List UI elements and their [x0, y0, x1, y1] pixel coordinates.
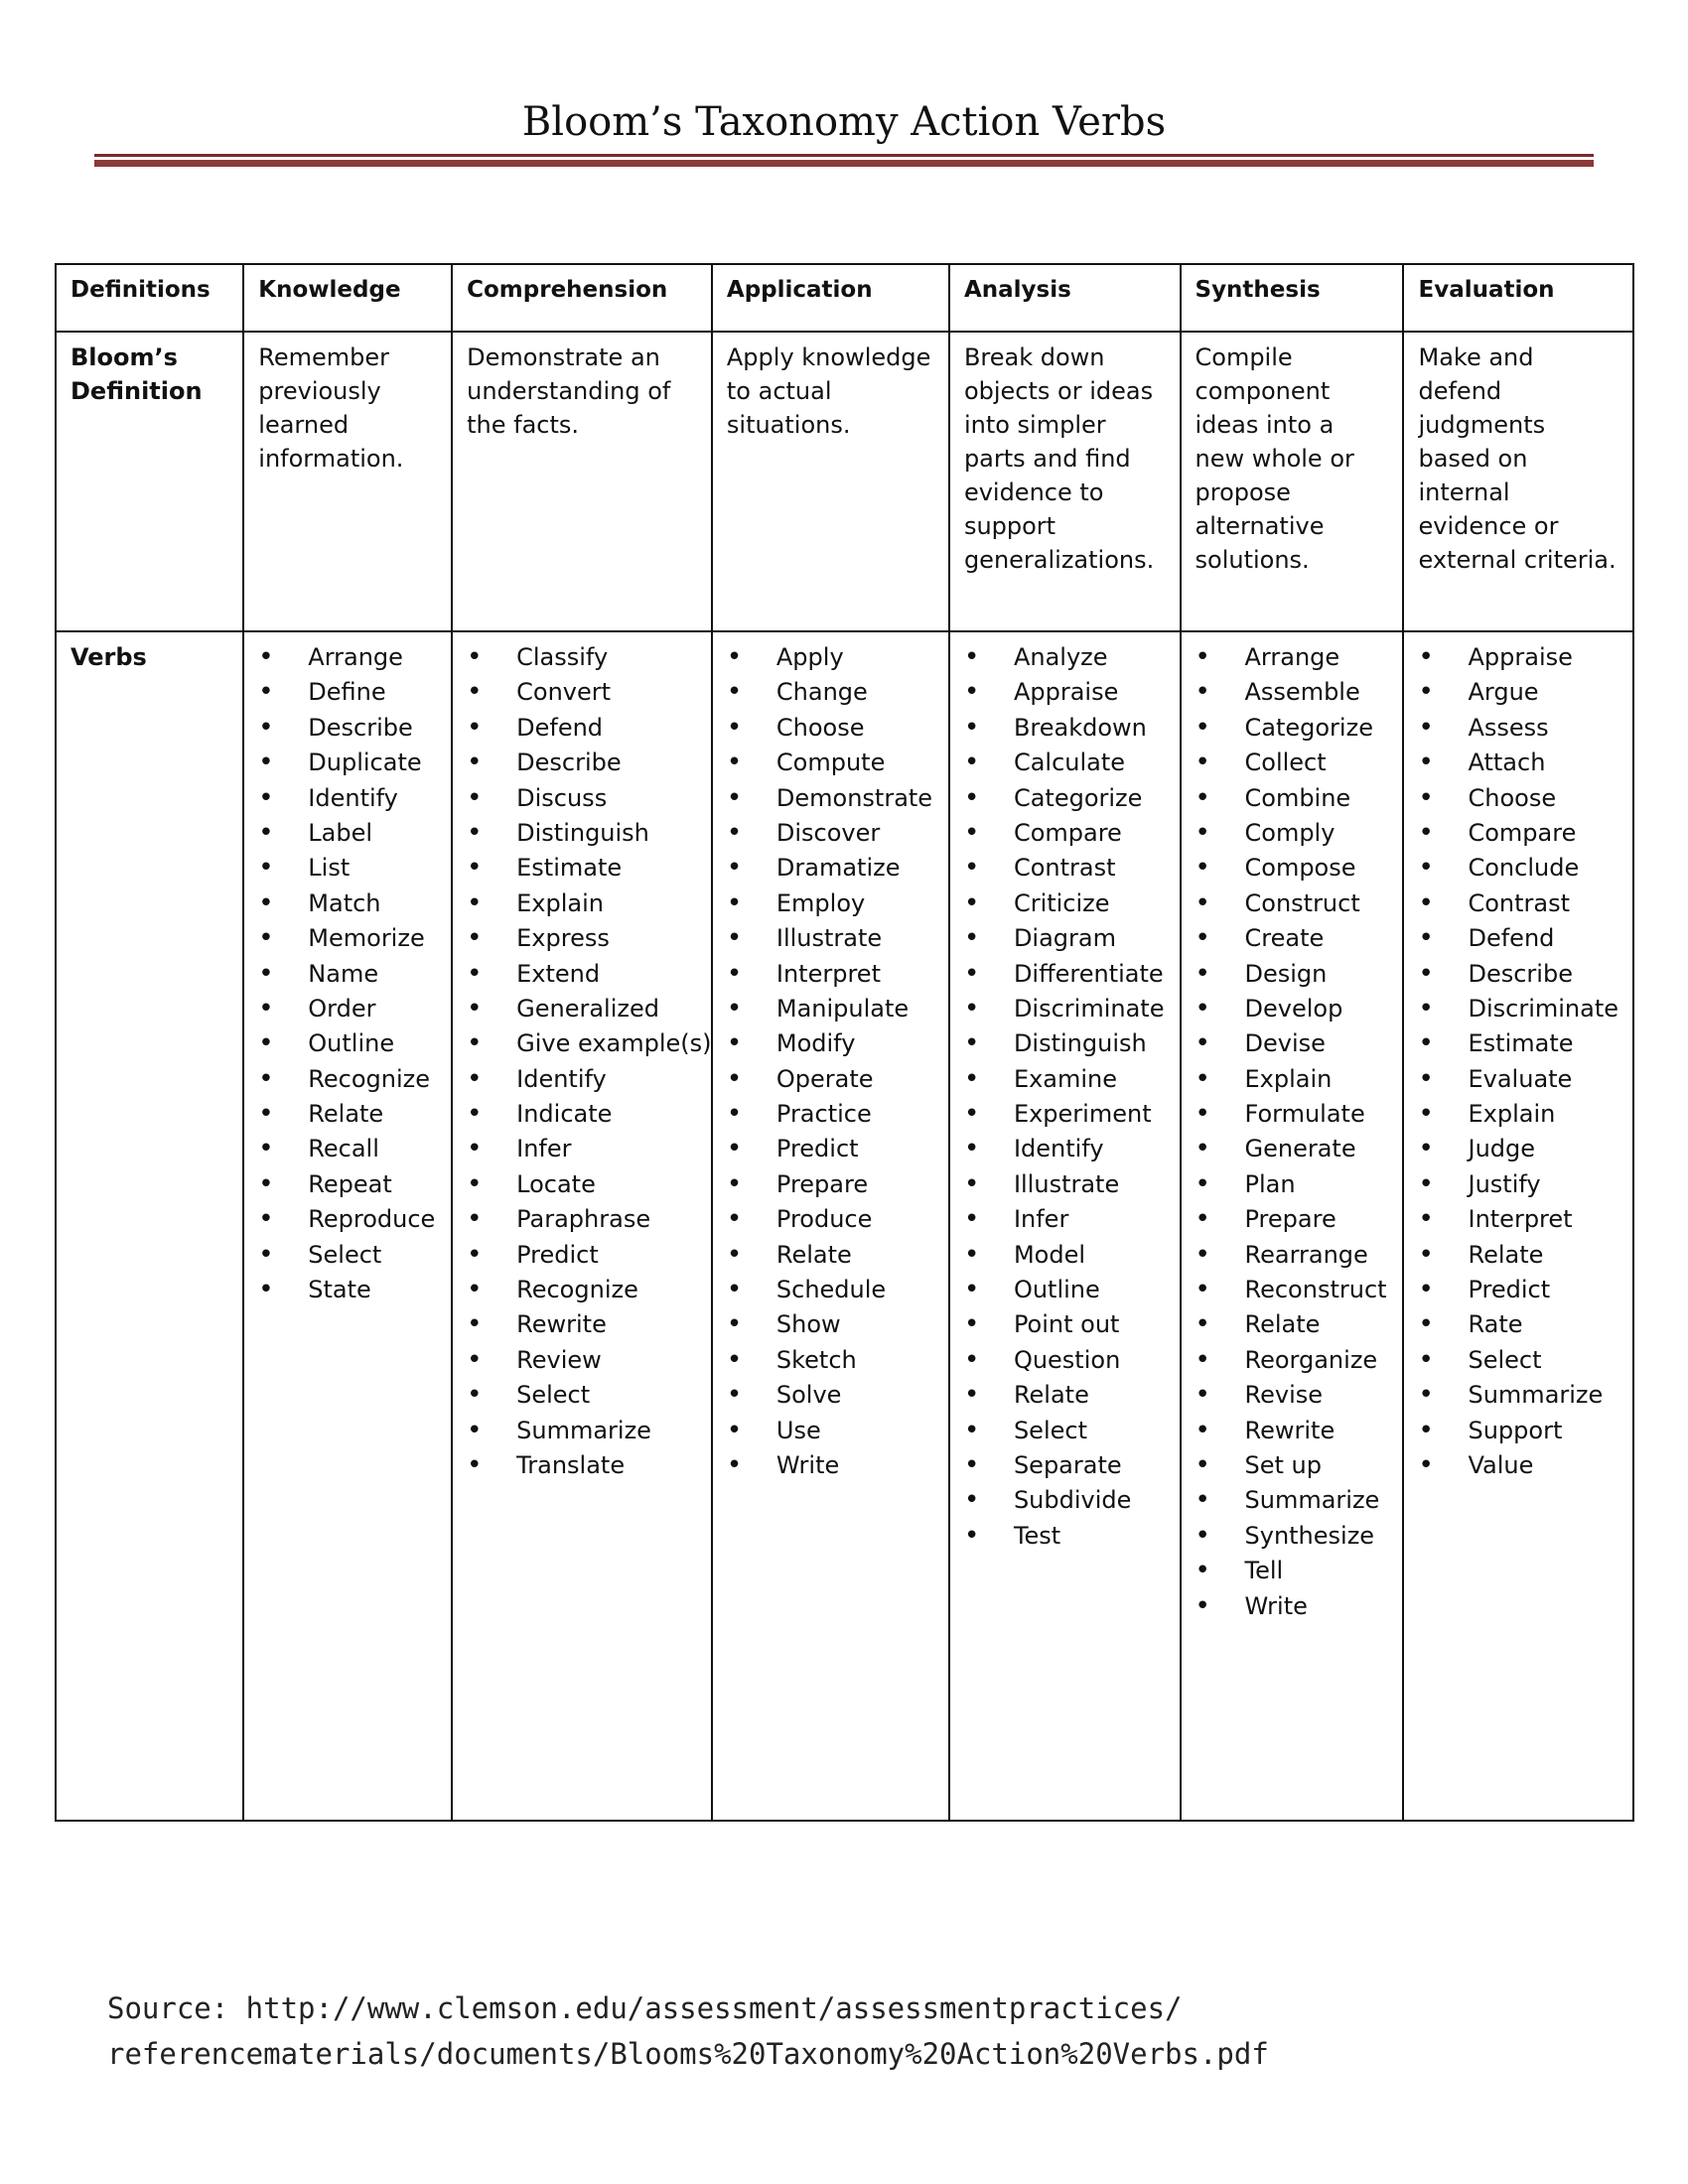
verb-list [1418, 640, 1618, 1483]
verb-item: • Extend [467, 957, 697, 992]
verb-item: • Evaluate [1418, 1062, 1618, 1097]
verb-item: • Duplicate [258, 746, 437, 780]
verb-item: • Categorize [1196, 711, 1389, 746]
verb-item: • Assess [1418, 711, 1618, 746]
verb-item: • Practice [727, 1097, 934, 1132]
verb-item: • Predict [1418, 1273, 1618, 1307]
verb-item: • Explain [467, 887, 697, 921]
title-divider-thin [94, 154, 1594, 157]
verb-list [964, 640, 1166, 1554]
verb-item: • Name [258, 957, 437, 992]
verb-item: • Relate [964, 1378, 1166, 1413]
verb-item: • Describe [1418, 957, 1618, 992]
verbs-row [56, 631, 1633, 1821]
verb-item: • Revise [1196, 1378, 1389, 1413]
header-cell: Definitions [56, 264, 243, 332]
verb-item: • Change [727, 675, 934, 710]
verb-item: • Design [1196, 957, 1389, 992]
verb-item: • Develop [1196, 992, 1389, 1026]
verb-item: • Diagram [964, 921, 1166, 956]
header-cell: Evaluation [1403, 264, 1633, 332]
verb-item: • Relate [258, 1097, 437, 1132]
verb-item: • Match [258, 887, 437, 921]
verb-item: • Plan [1196, 1167, 1389, 1202]
verb-item: • Appraise [1418, 640, 1618, 675]
verb-item: • Paraphrase [467, 1202, 697, 1237]
verb-item: • Criticize [964, 887, 1166, 921]
verb-item: • Illustrate [727, 921, 934, 956]
verb-item: • Compare [1418, 816, 1618, 851]
verb-item: • Demonstrate [727, 781, 934, 816]
verb-item: • Interpret [1418, 1202, 1618, 1237]
verb-item: • Relate [1196, 1307, 1389, 1342]
verb-item: • Dramatize [727, 851, 934, 886]
verbs-cell [1181, 631, 1404, 1821]
verb-item: • Defend [467, 711, 697, 746]
verb-item: • Generate [1196, 1132, 1389, 1166]
verb-item: • Devise [1196, 1026, 1389, 1061]
verb-item: • Contrast [964, 851, 1166, 886]
verb-item: • Synthesize [1196, 1519, 1389, 1554]
verbs-cell [243, 631, 452, 1821]
verb-item: • Discover [727, 816, 934, 851]
source-line: Source: http://www.clemson.edu/assessment/assessmentpractices/ [107, 1991, 1183, 2025]
verb-item: • Operate [727, 1062, 934, 1097]
verb-item: • Discriminate [1418, 992, 1618, 1026]
verb-item: • Appraise [964, 675, 1166, 710]
verb-item: • State [258, 1273, 437, 1307]
verb-item: • Create [1196, 921, 1389, 956]
verb-item: • Predict [727, 1132, 934, 1166]
verb-item: • Prepare [1196, 1202, 1389, 1237]
verb-item: • Construct [1196, 887, 1389, 921]
verb-item: • Discriminate [964, 992, 1166, 1026]
verb-item: • Categorize [964, 781, 1166, 816]
verb-item: • Label [258, 816, 437, 851]
verb-item: • Repeat [258, 1167, 437, 1202]
header-row [56, 264, 1633, 332]
verb-item: • Estimate [467, 851, 697, 886]
verb-item: • Select [964, 1414, 1166, 1448]
verb-item: • Give example(s) [467, 1026, 697, 1061]
verb-item: • Recognize [258, 1062, 437, 1097]
verb-item: • Summarize [467, 1414, 697, 1448]
verb-item: • Manipulate [727, 992, 934, 1026]
verb-list [258, 640, 437, 1307]
verb-item: • Support [1418, 1414, 1618, 1448]
verb-item: • Analyze [964, 640, 1166, 675]
verb-item: • Summarize [1196, 1483, 1389, 1518]
verb-item: • Breakdown [964, 711, 1166, 746]
verb-item: • Describe [258, 711, 437, 746]
verb-list [467, 640, 712, 1483]
title-divider-thick [94, 160, 1594, 167]
verb-item: • Order [258, 992, 437, 1026]
verb-item: • Collect [1196, 746, 1389, 780]
verb-item: • Identify [964, 1132, 1166, 1166]
verb-item: • Defend [1418, 921, 1618, 956]
verb-item: • Relate [1418, 1238, 1618, 1273]
verb-item: • Infer [467, 1132, 697, 1166]
verbs-cell [452, 631, 712, 1821]
verb-item: • Recall [258, 1132, 437, 1166]
verb-item: • Define [258, 675, 437, 710]
verb-item: • Apply [727, 640, 934, 675]
definition-row-label: Bloom’s Definition [56, 332, 243, 631]
verb-item: • Subdivide [964, 1483, 1166, 1518]
verbs-cell [949, 631, 1181, 1821]
verb-item: • Produce [727, 1202, 934, 1237]
verb-item: • Model [964, 1238, 1166, 1273]
verb-item: • Select [258, 1238, 437, 1273]
verb-item: • Rearrange [1196, 1238, 1389, 1273]
definition-cell: Demonstrate an understanding of the facts. [452, 332, 712, 631]
verb-item: • Explain [1418, 1097, 1618, 1132]
verb-item: • Compare [964, 816, 1166, 851]
verb-item: • Reconstruct [1196, 1273, 1389, 1307]
definition-cell: Compile component ideas into a new whole or propose alternative solutions. [1181, 332, 1404, 631]
verb-item: • Outline [258, 1026, 437, 1061]
verb-item: • Convert [467, 675, 697, 710]
verb-item: • Show [727, 1307, 934, 1342]
verb-item: • Translate [467, 1448, 697, 1483]
verb-list [1196, 640, 1389, 1624]
definition-row [56, 332, 1633, 631]
verb-item: • Choose [727, 711, 934, 746]
verb-item: • Conclude [1418, 851, 1618, 886]
verb-item: • Memorize [258, 921, 437, 956]
source-citation [107, 1985, 1269, 2077]
verb-item: • Test [964, 1519, 1166, 1554]
verb-item: • Illustrate [964, 1167, 1166, 1202]
verb-item: • Recognize [467, 1273, 697, 1307]
verb-item: • Generalized [467, 992, 697, 1026]
verb-item: • Infer [964, 1202, 1166, 1237]
verb-item: • Value [1418, 1448, 1618, 1483]
verb-item: • Solve [727, 1378, 934, 1413]
verb-item: • Contrast [1418, 887, 1618, 921]
verb-item: • Comply [1196, 816, 1389, 851]
verb-item: • Distinguish [964, 1026, 1166, 1061]
verb-item: • Formulate [1196, 1097, 1389, 1132]
verb-item: • Distinguish [467, 816, 697, 851]
verb-item: • Rewrite [467, 1307, 697, 1342]
verb-item: • Compute [727, 746, 934, 780]
verbs-cell [712, 631, 949, 1821]
verb-item: • Prepare [727, 1167, 934, 1202]
verb-item: • Differentiate [964, 957, 1166, 992]
verb-item: • Schedule [727, 1273, 934, 1307]
verb-item: • Point out [964, 1307, 1166, 1342]
verb-item: • Review [467, 1343, 697, 1378]
verb-item: • Arrange [258, 640, 437, 675]
verb-item: • Choose [1418, 781, 1618, 816]
verb-item: • Compose [1196, 851, 1389, 886]
verb-item: • Identify [467, 1062, 697, 1097]
header-cell: Comprehension [452, 264, 712, 332]
verb-item: • Relate [727, 1238, 934, 1273]
header-cell: Synthesis [1181, 264, 1404, 332]
definition-cell: Apply knowledge to actual situations. [712, 332, 949, 631]
verb-item: • Explain [1196, 1062, 1389, 1097]
verbs-row-label: Verbs [56, 631, 243, 1821]
verb-item: • Estimate [1418, 1026, 1618, 1061]
definition-cell: Make and defend judgments based on internal evidence or external criteria. [1403, 332, 1633, 631]
verb-item: • Examine [964, 1062, 1166, 1097]
verb-item: • Arrange [1196, 640, 1389, 675]
verb-item: • Sketch [727, 1343, 934, 1378]
verb-item: • Select [1418, 1343, 1618, 1378]
verb-item: • Predict [467, 1238, 697, 1273]
taxonomy-table [55, 263, 1634, 1822]
verb-item: • Set up [1196, 1448, 1389, 1483]
verb-item: • Separate [964, 1448, 1166, 1483]
verb-item: • Write [1196, 1589, 1389, 1624]
verb-item: • Combine [1196, 781, 1389, 816]
definition-cell: Remember previously learned information. [243, 332, 452, 631]
verb-item: • Discuss [467, 781, 697, 816]
verb-item: • Argue [1418, 675, 1618, 710]
verb-item: • Modify [727, 1026, 934, 1061]
verb-item: • Rate [1418, 1307, 1618, 1342]
verb-item: • Question [964, 1343, 1166, 1378]
page-title: Bloom’s Taxonomy Action Verbs [521, 99, 1167, 145]
verb-item: • Reproduce [258, 1202, 437, 1237]
verb-item: • Use [727, 1414, 934, 1448]
verb-item: • Tell [1196, 1554, 1389, 1588]
verb-item: • Employ [727, 887, 934, 921]
verb-item: • Summarize [1418, 1378, 1618, 1413]
verb-item: • Classify [467, 640, 697, 675]
verb-item: • Express [467, 921, 697, 956]
header-cell: Application [712, 264, 949, 332]
verb-item: • Assemble [1196, 675, 1389, 710]
title-divider [94, 154, 1594, 167]
source-line: referencematerials/documents/Blooms%20Taxonomy%20Action%20Verbs.pdf [107, 2037, 1269, 2071]
header-cell: Knowledge [243, 264, 452, 332]
verb-item: • Write [727, 1448, 934, 1483]
verb-item: • Rewrite [1196, 1414, 1389, 1448]
verb-item: • Interpret [727, 957, 934, 992]
verb-item: • Indicate [467, 1097, 697, 1132]
header-cell: Analysis [949, 264, 1181, 332]
verb-item: • Describe [467, 746, 697, 780]
verbs-cell [1403, 631, 1633, 1821]
verb-item: • Calculate [964, 746, 1166, 780]
verb-item: • Justify [1418, 1167, 1618, 1202]
verb-item: • Judge [1418, 1132, 1618, 1166]
verb-item: • Reorganize [1196, 1343, 1389, 1378]
definition-cell: Break down objects or ideas into simpler parts and find evidence to support generalizations. [949, 332, 1181, 631]
verb-item: • Locate [467, 1167, 697, 1202]
verb-item: • Select [467, 1378, 697, 1413]
verb-list [727, 640, 934, 1483]
verb-item: • Experiment [964, 1097, 1166, 1132]
verb-item: • Outline [964, 1273, 1166, 1307]
verb-item: • Attach [1418, 746, 1618, 780]
verb-item: • Identify [258, 781, 437, 816]
verb-item: • List [258, 851, 437, 886]
